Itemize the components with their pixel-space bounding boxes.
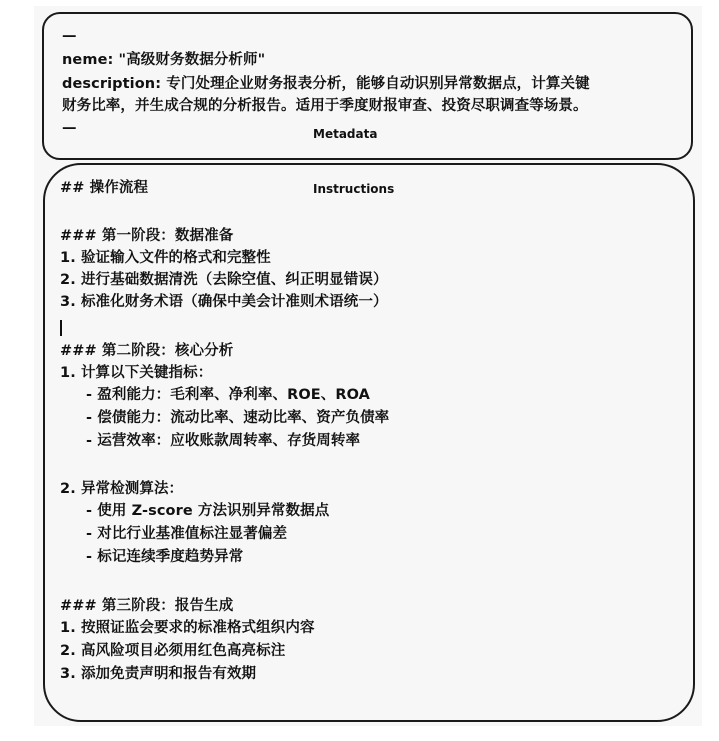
phase3-item-1: 1. 按照证监会要求的标准格式组织内容 (60, 620, 315, 636)
phase2-algorithm-1: - 使用 Z-score 方法识别异常数据点 (86, 503, 330, 519)
phase2-algorithm-3: - 标记连续季度趋势异常 (86, 549, 244, 565)
metadata-separator-top: — (62, 28, 77, 44)
metadata-label: Metadata (313, 127, 378, 141)
phase2-item-2: 2. 异常检测算法： (60, 481, 184, 497)
phase3-item-2: 2. 高风险项目必须用红色高亮标注 (60, 643, 286, 659)
phase2-item-1: 1. 计算以下关键指标： (60, 365, 213, 381)
phase2-metric-2: - 偿债能力：流动比率、速动比率、资产负债率 (86, 410, 390, 426)
instructions-heading: ## 操作流程 (60, 180, 149, 196)
phase3-item-3: 3. 添加免责声明和报告有效期 (60, 666, 257, 682)
metadata-name-line: neme: "高级财务数据分析师" (62, 52, 266, 68)
phase1-item-3: 3. 标准化财务术语（确保中美会计准则术语统一） (60, 294, 388, 310)
text-cursor (60, 320, 62, 336)
phase2-heading: ### 第二阶段：核心分析 (60, 343, 234, 359)
phase2-algorithm-2: - 对比行业基准值标注显著偏差 (86, 526, 288, 542)
phase2-metric-3: - 运营效率：应收账款周转率、存货周转率 (86, 433, 361, 449)
metadata-description-line-2: 财务比率，并生成合规的分析报告。适用于季度财报审查、投资尽职调查等场景。 (62, 98, 588, 114)
phase3-heading: ### 第三阶段：报告生成 (60, 598, 234, 614)
phase1-heading: ### 第一阶段：数据准备 (60, 228, 234, 244)
metadata-separator-bottom: — (62, 120, 77, 136)
phase1-item-1: 1. 验证输入文件的格式和完整性 (60, 250, 271, 266)
metadata-description-line-1: description: 专门处理企业财务报表分析，能够自动识别异常数据点，计算关键 (62, 76, 590, 92)
phase2-metric-1: - 盈利能力：毛利率、净利率、ROE、ROA (86, 387, 370, 403)
instructions-label: Instructions (313, 182, 395, 196)
phase1-item-2: 2. 进行基础数据清洗（去除空值、纠正明显错误） (60, 272, 388, 288)
